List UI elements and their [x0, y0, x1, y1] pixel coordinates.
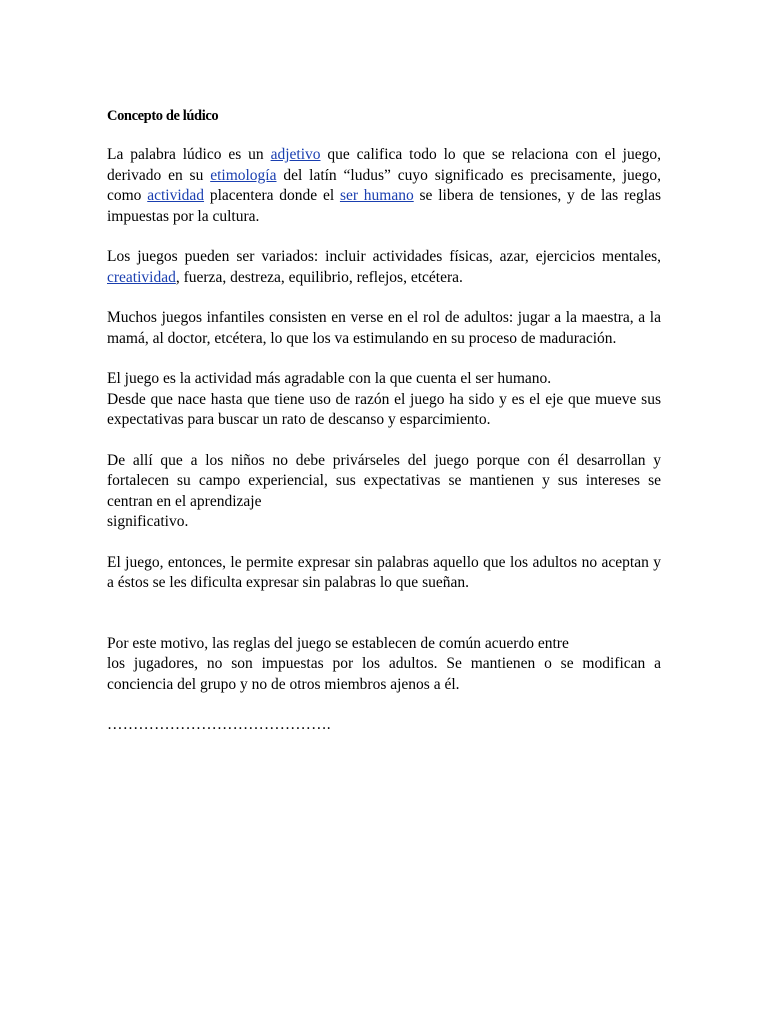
text-segment: Los juegos pueden ser variados: incluir actividades físicas, azar, ejercicios mentales, — [107, 248, 661, 265]
paragraph-definition — [107, 145, 661, 227]
document-title: Concepto de lúdico — [107, 108, 219, 124]
paragraph-reglas — [107, 634, 661, 696]
text-segment: los jugadores, no son impuestas por los adultos. Se mantienen o se modifican a conciencia del grupo y no de otros miembros ajenos a él. — [107, 655, 661, 693]
link-actividad[interactable]: actividad — [147, 187, 205, 204]
text-segment: , fuerza, destreza, equilibrio, reflejos, etcétera. — [175, 268, 463, 286]
text-segment: De allí que a los niños no debe privárseles del juego porque con él desarrollan y fortalecen su campo experiencial, sus expectativas se mantienen y sus intereses se centran en el aprendizaje — [107, 451, 661, 510]
text-segment: del latín “ludus” cuyo significado es precisamente, juego, como — [107, 166, 661, 204]
text-segment: significativo. — [107, 513, 189, 530]
paragraph-juegos-infantiles: Muchos juegos infantiles consisten en verse en el rol de adultos: jugar a la maestra, a la mamá, al doctor, etcétera, lo que los va estimulando en su proceso de maduración. — [107, 309, 661, 347]
dotted-separator: ……………………………………. — [107, 716, 331, 733]
paragraph-actividad-agradable — [107, 369, 661, 431]
text-segment: placentera donde el — [204, 187, 340, 204]
paragraph-juegos-variados — [107, 247, 661, 288]
paragraph-expresar: El juego, entonces, le permite expresar sin palabras aquello que los adultos no aceptan y a éstos se les dificulta expresar sin palabras lo que sueñan. — [107, 553, 661, 591]
link-creatividad[interactable]: creatividad — [107, 268, 176, 286]
text-segment: se libera de tensiones, y de las reglas impuestas por la cultura. — [107, 187, 662, 225]
document-body — [107, 106, 661, 736]
text-segment: que califica todo lo que se relaciona con el juego, derivado en su — [107, 146, 661, 184]
text-segment: La palabra lúdico es un — [107, 146, 271, 163]
text-segment: Desde que nace hasta que tiene uso de razón el juego ha sido y es el eje que mueve sus expectativas para buscar un rato de descanso y esparcimiento. — [107, 390, 661, 428]
link-etimologia[interactable]: etimología — [210, 166, 277, 184]
link-ser-humano[interactable]: ser humano — [339, 187, 414, 204]
link-adjetivo[interactable]: adjetivo — [270, 146, 321, 163]
paragraph-ninos — [107, 451, 661, 533]
text-line: Por este motivo, las reglas del juego se establecen de común acuerdo entre — [107, 634, 569, 652]
text-line: El juego es la actividad más agradable con la que cuenta el ser humano. — [107, 370, 552, 387]
